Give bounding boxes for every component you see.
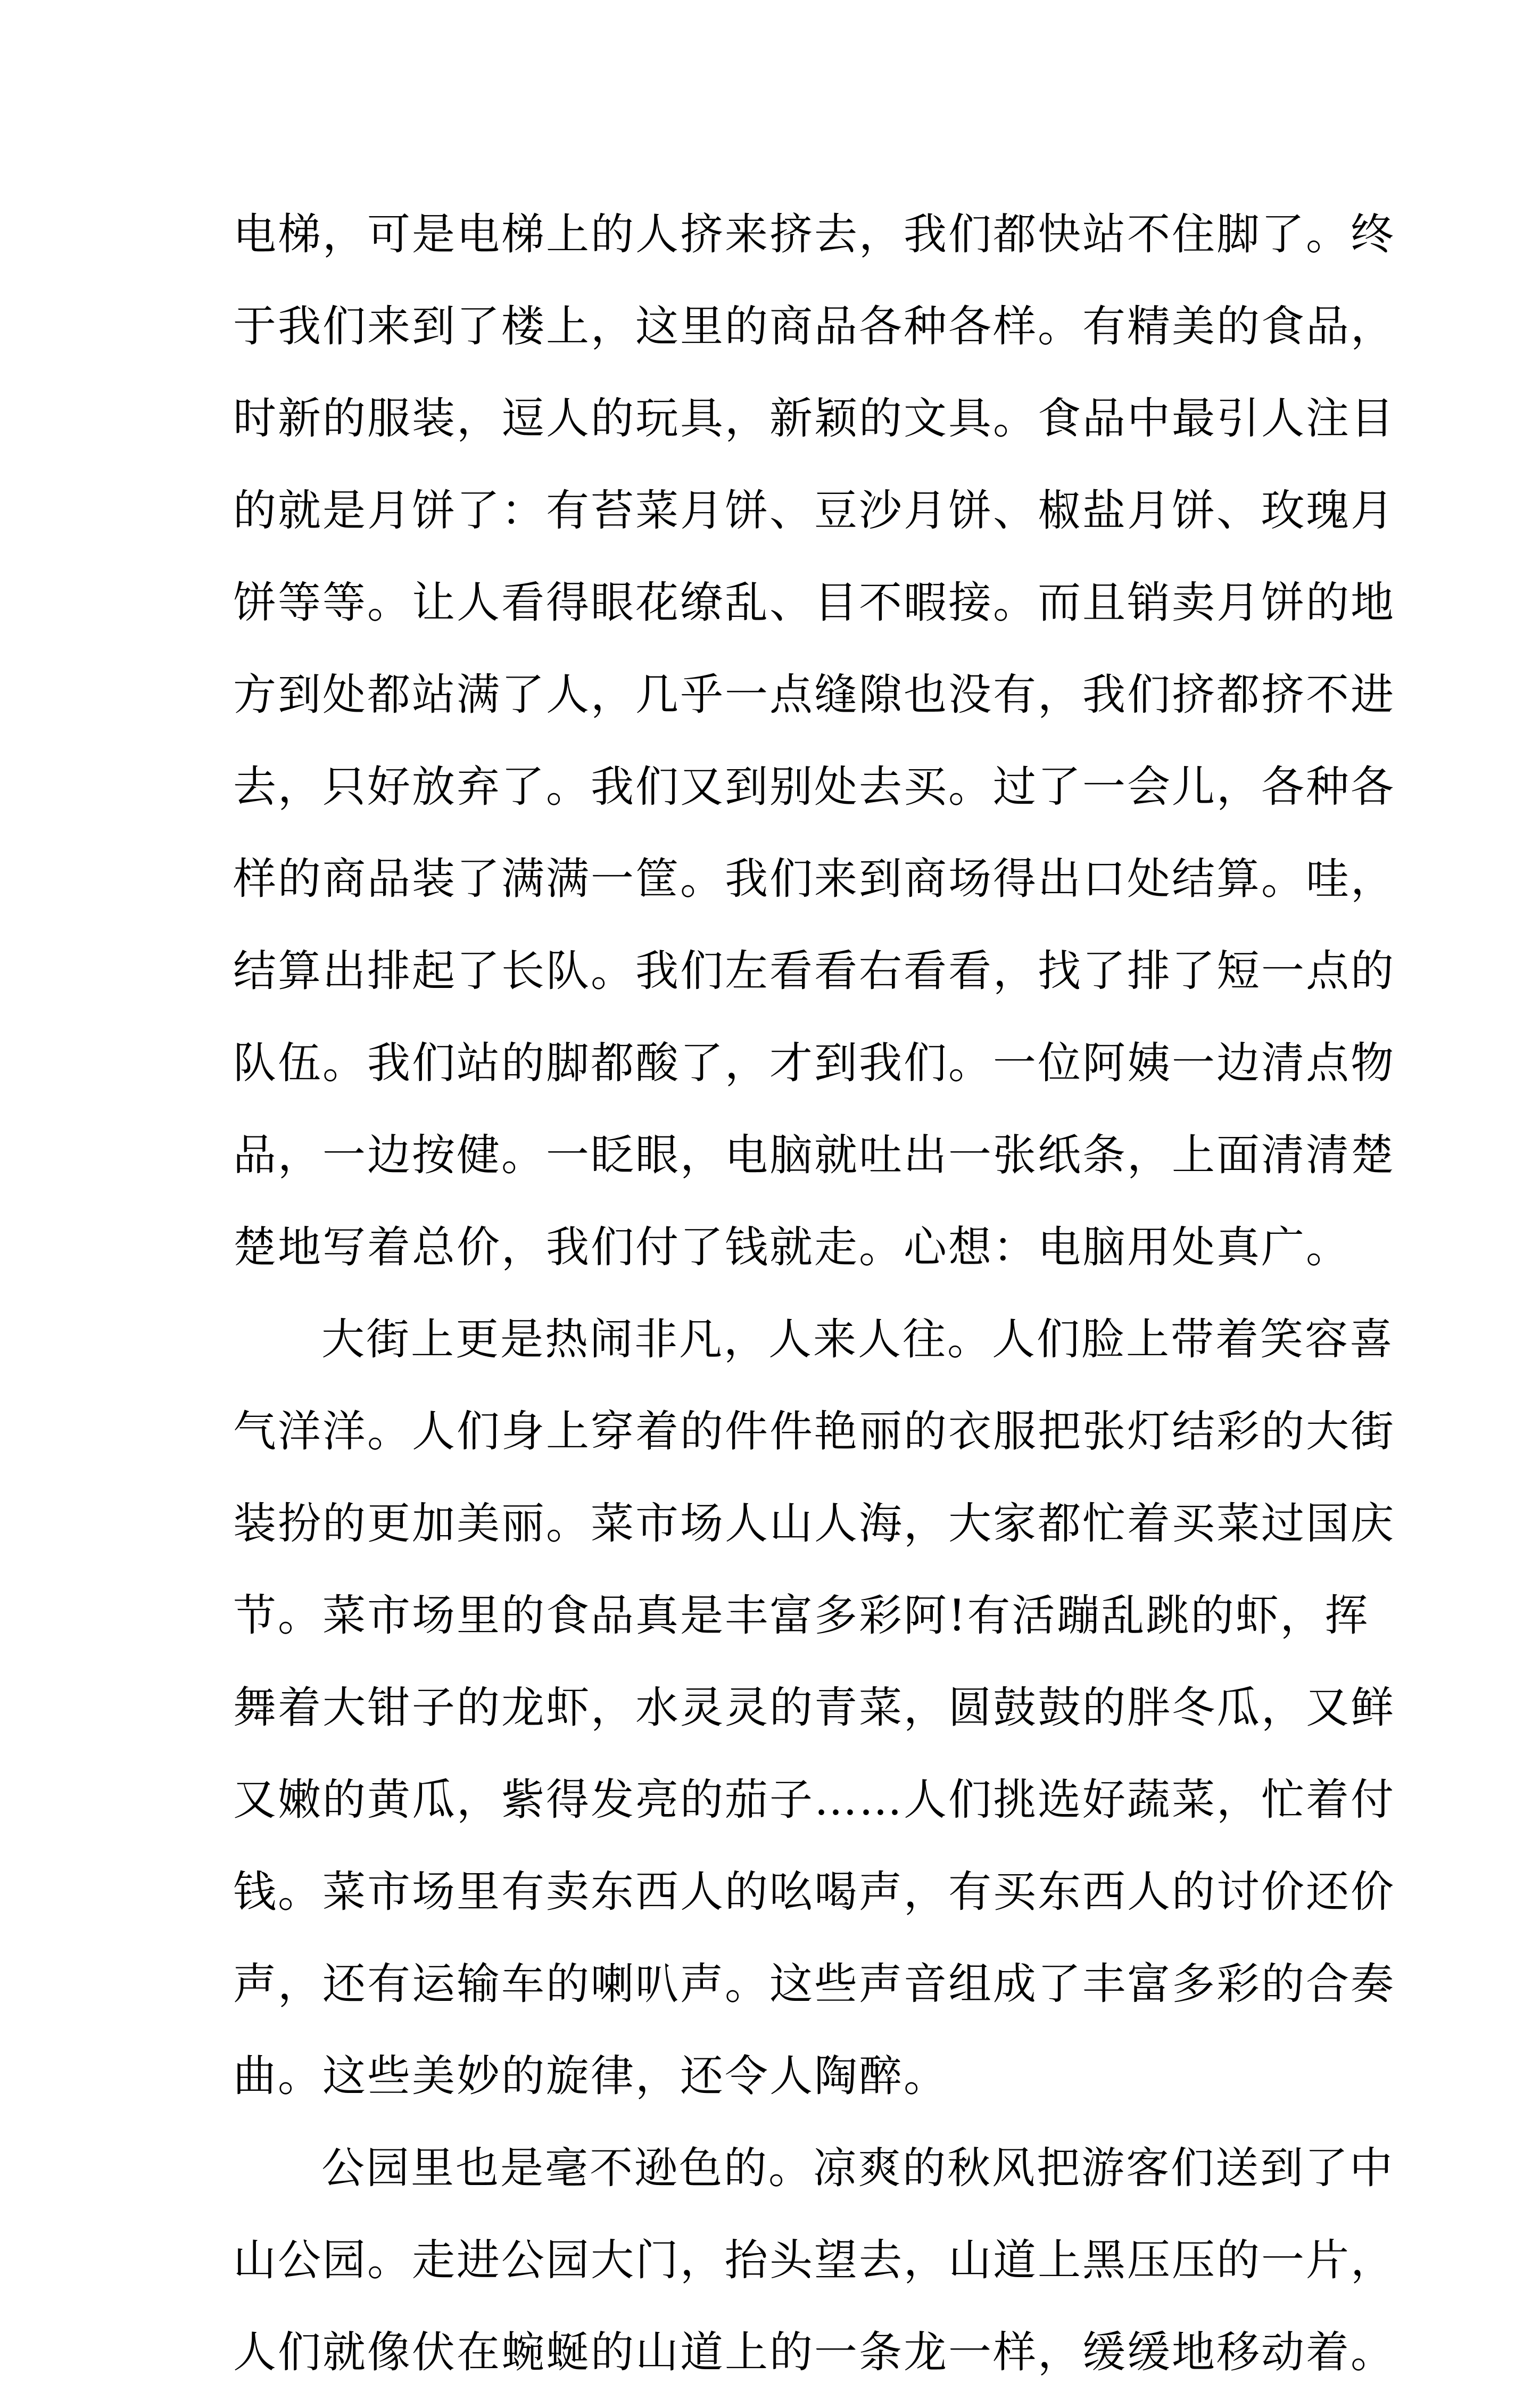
paragraph-first-line: 大街上更是热闹非凡，人来人往。人们脸上带着笑容喜 [321,1315,1395,1365]
text-line: 人们就像伏在蜿蜒的山道上的一条龙一样，缓缓地移动着。 [233,2328,1396,2378]
text-line: 结算出排起了长队。我们左看看右看看，找了排了短一点的 [233,946,1396,996]
text-line: 方到处都站满了人，几乎一点缝隙也没有，我们挤都挤不进 [233,670,1396,720]
text-line: 去，只好放弃了。我们又到别处去买。过了一会儿，各种各 [233,762,1396,812]
text-line: 钱。菜市场里有卖东西人的吆喝声，有买东西人的讨价还价 [233,1867,1396,1917]
text-line: 队伍。我们站的脚都酸了，才到我们。一位阿姨一边清点物 [233,1038,1396,1089]
text-line: 楚地写着总价，我们付了钱就走。心想：电脑用处真广。 [233,1223,1351,1273]
text-line: 气洋洋。人们身上穿着的件件艳丽的衣服把张灯结彩的大街 [233,1407,1396,1457]
paragraph-first-line: 公园里也是毫不逊色的。凉爽的秋风把游客们送到了中 [321,2144,1395,2194]
text-line: 声，还有运输车的喇叭声。这些声音组成了丰富多彩的合奏 [233,1959,1396,2009]
text-line: 又嫩的黄瓜，紫得发亮的茄子……人们挑选好蔬菜，忙着付 [233,1775,1396,1825]
text-line: 山公园。走进公园大门，抬头望去，山道上黑压压的一片， [233,2236,1396,2286]
text-line: 装扮的更加美丽。菜市场人山人海，大家都忙着买菜过国庆 [233,1499,1396,1549]
text-line: 时新的服装，逗人的玩具，新颖的文具。食品中最引人注目 [233,394,1396,444]
text-line: 曲。这些美妙的旋律，还令人陶醉。 [233,2051,949,2101]
text-line: 电梯，可是电梯上的人挤来挤去，我们都快站不住脚了。终 [233,210,1396,260]
text-line: 饼等等。让人看得眼花缭乱、目不暇接。而且销卖月饼的地 [233,578,1396,628]
text-line: 品，一边按健。一眨眼，电脑就吐出一张纸条，上面清清楚 [233,1131,1396,1181]
body-text [233,189,1396,2399]
text-line: 于我们来到了楼上，这里的商品各种各样。有精美的食品， [233,302,1396,352]
text-line: 样的商品装了满满一筐。我们来到商场得出口处结算。哇， [233,854,1396,904]
text-line: 节。菜市场里的食品真是丰富多彩阿!有活蹦乱跳的虾，挥 [233,1591,1370,1641]
text-line: 舞着大钳子的龙虾，水灵灵的青菜，圆鼓鼓的胖冬瓜，又鲜 [233,1683,1396,1733]
text-line: 的就是月饼了：有苔菜月饼、豆沙月饼、椒盐月饼、玫瑰月 [233,486,1396,536]
